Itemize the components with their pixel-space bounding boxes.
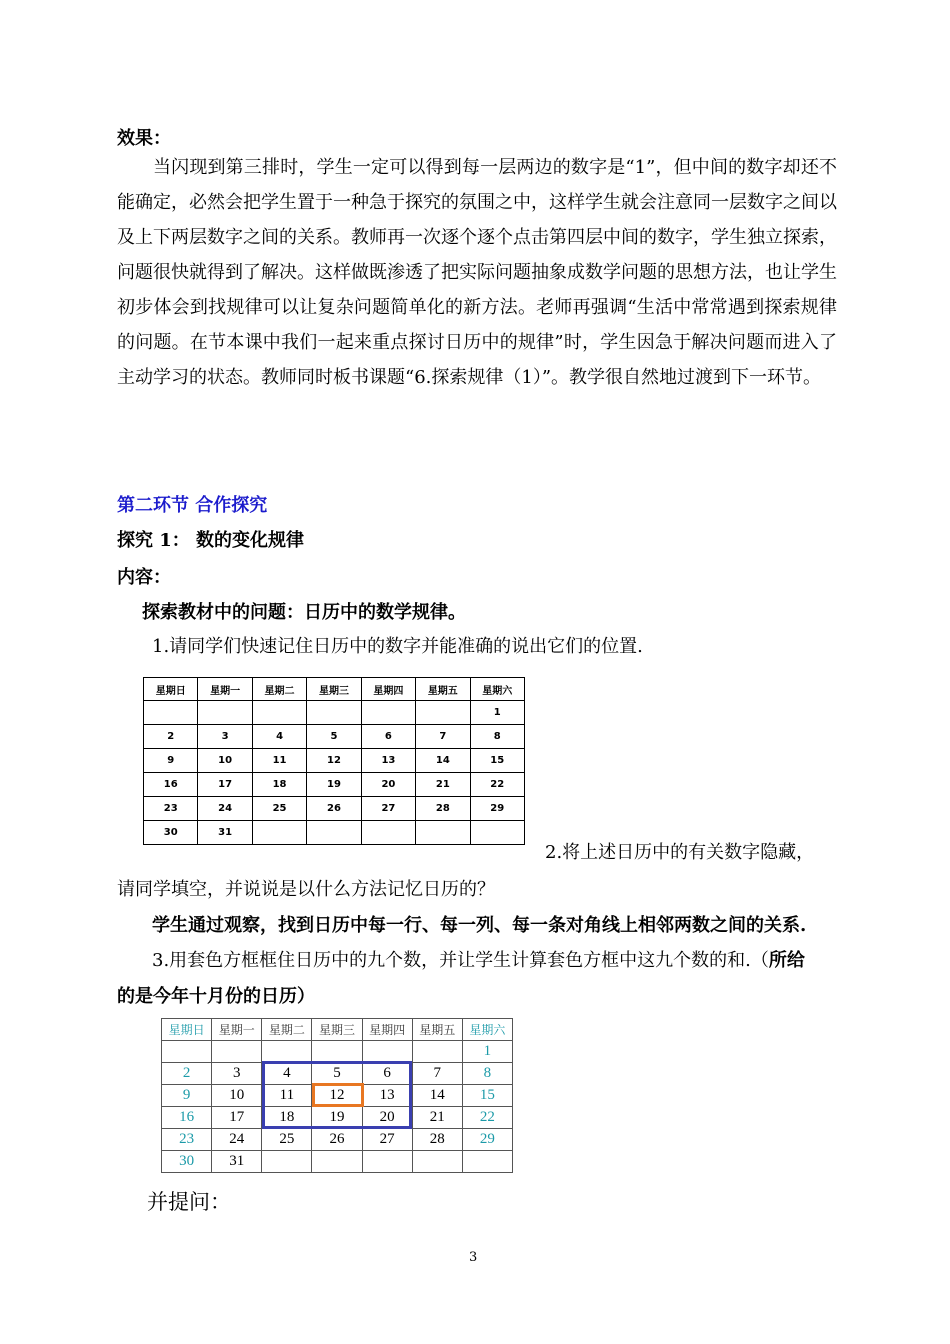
calendar-day-cell <box>212 1041 262 1063</box>
calendar-day-cell: 20 <box>362 1107 412 1129</box>
calendar-day-cell: 12 <box>312 1085 362 1107</box>
calendar-row <box>144 797 525 821</box>
calendar-day-cell: 25 <box>252 797 306 821</box>
observe-text: 学生通过观察，找到日历中每一行、每一列、每一条对角线上相邻两数之间的关系. <box>152 915 807 936</box>
calendar-day-cell: 1 <box>470 701 524 725</box>
calendar-header-cell: 星期一 <box>198 678 252 701</box>
calendar-day-cell: 3 <box>198 725 252 749</box>
calendar-day-cell <box>416 821 470 845</box>
calendar-day-cell <box>362 1041 412 1063</box>
calendar-day-cell: 23 <box>162 1129 212 1151</box>
calendar-day-cell: 29 <box>470 797 524 821</box>
page-number: 3 <box>469 1250 478 1265</box>
calendar-header-cell: 星期四 <box>361 678 415 701</box>
calendar-row <box>162 1151 513 1173</box>
calendar-row <box>144 821 525 845</box>
calendar-day-cell: 11 <box>252 749 306 773</box>
calendar-day-cell: 12 <box>307 749 361 773</box>
calendar-day-cell: 5 <box>312 1063 362 1085</box>
calendar-header-cell: 星期三 <box>307 678 361 701</box>
calendar-day-cell: 2 <box>144 725 198 749</box>
calendar-day-cell <box>462 1151 512 1173</box>
calendar-day-cell <box>470 821 524 845</box>
calendar-day-cell: 1 <box>462 1041 512 1063</box>
calendar-day-cell: 28 <box>412 1129 462 1151</box>
calendar-day-cell: 28 <box>416 797 470 821</box>
calendar-day-cell: 27 <box>362 1129 412 1151</box>
calendar-day-cell: 6 <box>361 725 415 749</box>
calendar-day-cell: 10 <box>212 1085 262 1107</box>
calendar-row <box>144 725 525 749</box>
calendar-day-cell <box>412 1151 462 1173</box>
calendar-day-cell: 22 <box>470 773 524 797</box>
item-3-part-b: 的是今年十月份的日历） <box>117 986 315 1007</box>
calendar-day-cell: 16 <box>162 1107 212 1129</box>
calendar-day-cell <box>252 701 306 725</box>
calendar-day-cell: 31 <box>198 821 252 845</box>
calendar-day-cell: 18 <box>252 773 306 797</box>
calendar-header-cell: 星期二 <box>262 1019 312 1041</box>
calendar-header-cell: 星期六 <box>470 678 524 701</box>
calendar-day-cell: 30 <box>162 1151 212 1173</box>
calendar-day-cell <box>307 821 361 845</box>
content-label: 内容： <box>117 567 171 588</box>
calendar-day-cell: 3 <box>212 1063 262 1085</box>
item-2-part-a: 2.将上述日历中的有关数字隐藏， <box>545 842 815 863</box>
calendar-header-cell: 星期五 <box>416 678 470 701</box>
calendar-day-cell: 4 <box>262 1063 312 1085</box>
ask-text: 并提问： <box>147 1190 231 1214</box>
calendar-header-cell: 星期四 <box>362 1019 412 1041</box>
calendar-day-cell: 17 <box>212 1107 262 1129</box>
calendar-header-cell: 星期六 <box>462 1019 512 1041</box>
calendar-day-cell: 13 <box>361 749 415 773</box>
calendar-day-cell: 11 <box>262 1085 312 1107</box>
calendar-day-cell <box>312 1151 362 1173</box>
calendar-header-cell: 星期日 <box>144 678 198 701</box>
calendar-header-cell: 星期日 <box>162 1019 212 1041</box>
calendar-day-cell: 17 <box>198 773 252 797</box>
calendar-day-cell: 25 <box>262 1129 312 1151</box>
calendar-day-cell <box>144 701 198 725</box>
calendar-day-cell: 8 <box>470 725 524 749</box>
calendar-day-cell <box>162 1041 212 1063</box>
calendar-day-cell: 20 <box>361 773 415 797</box>
calendar-day-cell <box>252 821 306 845</box>
section-title: 第二环节 合作探究 <box>117 495 268 516</box>
calendar-day-cell: 19 <box>312 1107 362 1129</box>
effect-paragraph: 当闪现到第三排时，学生一定可以得到每一层两边的数字是“1”，但中间的数字却还不能确定，必然会把学生置于一种急于探究的氛围之中，这样学生就会注意同一层数字之间以及上下两层数字之间的关系。教师再一次逐个逐个点击第四层中间的数字，学生独立探索，问题很快就得到了解决。这样做既渗透了把实际问题抽象成数学问题的思想方法，也让学生初步体会到找规律可以让复杂问题简单化的新方法。老师再强调“生活中常常遇到探索规律的问题。在节本课中我们一起来重点探讨日历中的规律”时，学生因急于解决问题而进入了主动学习的状态。教师同时板书课题“6.探索规律（1）”。教学很自然地过渡到下一环节。 <box>117 157 837 388</box>
calendar-day-cell: 16 <box>144 773 198 797</box>
calendar-row <box>144 773 525 797</box>
calendar-header-cell: 星期五 <box>412 1019 462 1041</box>
calendar-day-cell: 24 <box>198 797 252 821</box>
calendar-day-cell <box>198 701 252 725</box>
calendar-day-cell: 23 <box>144 797 198 821</box>
calendar-day-cell: 15 <box>462 1085 512 1107</box>
item-2-part-b: 请同学填空，并说说是以什么方法记忆日历的？ <box>117 879 495 900</box>
calendar-row <box>144 701 525 725</box>
calendar-day-cell: 5 <box>307 725 361 749</box>
center-number-box <box>312 1083 364 1107</box>
calendar-day-cell: 7 <box>412 1063 462 1085</box>
calendar-row <box>144 749 525 773</box>
calendar-day-cell: 15 <box>470 749 524 773</box>
calendar-day-cell: 13 <box>362 1085 412 1107</box>
calendar-day-cell: 9 <box>144 749 198 773</box>
explore-heading: 探究 1： 数的变化规律 <box>117 530 305 551</box>
calendar-day-cell: 7 <box>416 725 470 749</box>
calendar-day-cell <box>362 1151 412 1173</box>
calendar-header-cell: 星期三 <box>312 1019 362 1041</box>
calendar-day-cell <box>262 1041 312 1063</box>
calendar-day-cell: 14 <box>416 749 470 773</box>
calendar-day-cell: 8 <box>462 1063 512 1085</box>
calendar-day-cell <box>307 701 361 725</box>
effect-heading: 效果： <box>117 128 171 149</box>
item-1: 1.请同学们快速记住日历中的数字并能准确的说出它们的位置. <box>152 636 643 657</box>
calendar-day-cell: 22 <box>462 1107 512 1129</box>
calendar-day-cell: 27 <box>361 797 415 821</box>
calendar-header-cell: 星期一 <box>212 1019 262 1041</box>
calendar-day-cell: 26 <box>307 797 361 821</box>
calendar-day-cell: 6 <box>362 1063 412 1085</box>
calendar-day-cell: 24 <box>212 1129 262 1151</box>
task-text: 探索教材中的问题：日历中的数学规律。 <box>142 602 466 623</box>
calendar-day-cell <box>412 1041 462 1063</box>
calendar-day-cell: 30 <box>144 821 198 845</box>
calendar-day-cell: 19 <box>307 773 361 797</box>
calendar-row <box>162 1041 513 1063</box>
calendar-row <box>162 1129 513 1151</box>
calendar-day-cell <box>361 821 415 845</box>
calendar-table-1 <box>143 677 525 845</box>
calendar-header-cell: 星期二 <box>252 678 306 701</box>
calendar-day-cell <box>312 1041 362 1063</box>
item-3-text: 3.用套色方框框住日历中的九个数，并让学生计算套色方框中这九个数的和.（ <box>152 950 769 971</box>
calendar-day-cell <box>262 1151 312 1173</box>
calendar-day-cell: 4 <box>252 725 306 749</box>
calendar-day-cell: 31 <box>212 1151 262 1173</box>
calendar-day-cell: 21 <box>412 1107 462 1129</box>
calendar-day-cell <box>416 701 470 725</box>
calendar-day-cell: 18 <box>262 1107 312 1129</box>
calendar-day-cell: 21 <box>416 773 470 797</box>
calendar-day-cell: 29 <box>462 1129 512 1151</box>
calendar-day-cell: 26 <box>312 1129 362 1151</box>
calendar-day-cell: 9 <box>162 1085 212 1107</box>
calendar-day-cell: 14 <box>412 1085 462 1107</box>
calendar-day-cell: 2 <box>162 1063 212 1085</box>
item-3-part-a <box>152 946 805 972</box>
item-3-bold: 所给 <box>768 950 805 971</box>
calendar-day-cell <box>361 701 415 725</box>
calendar-day-cell: 10 <box>198 749 252 773</box>
